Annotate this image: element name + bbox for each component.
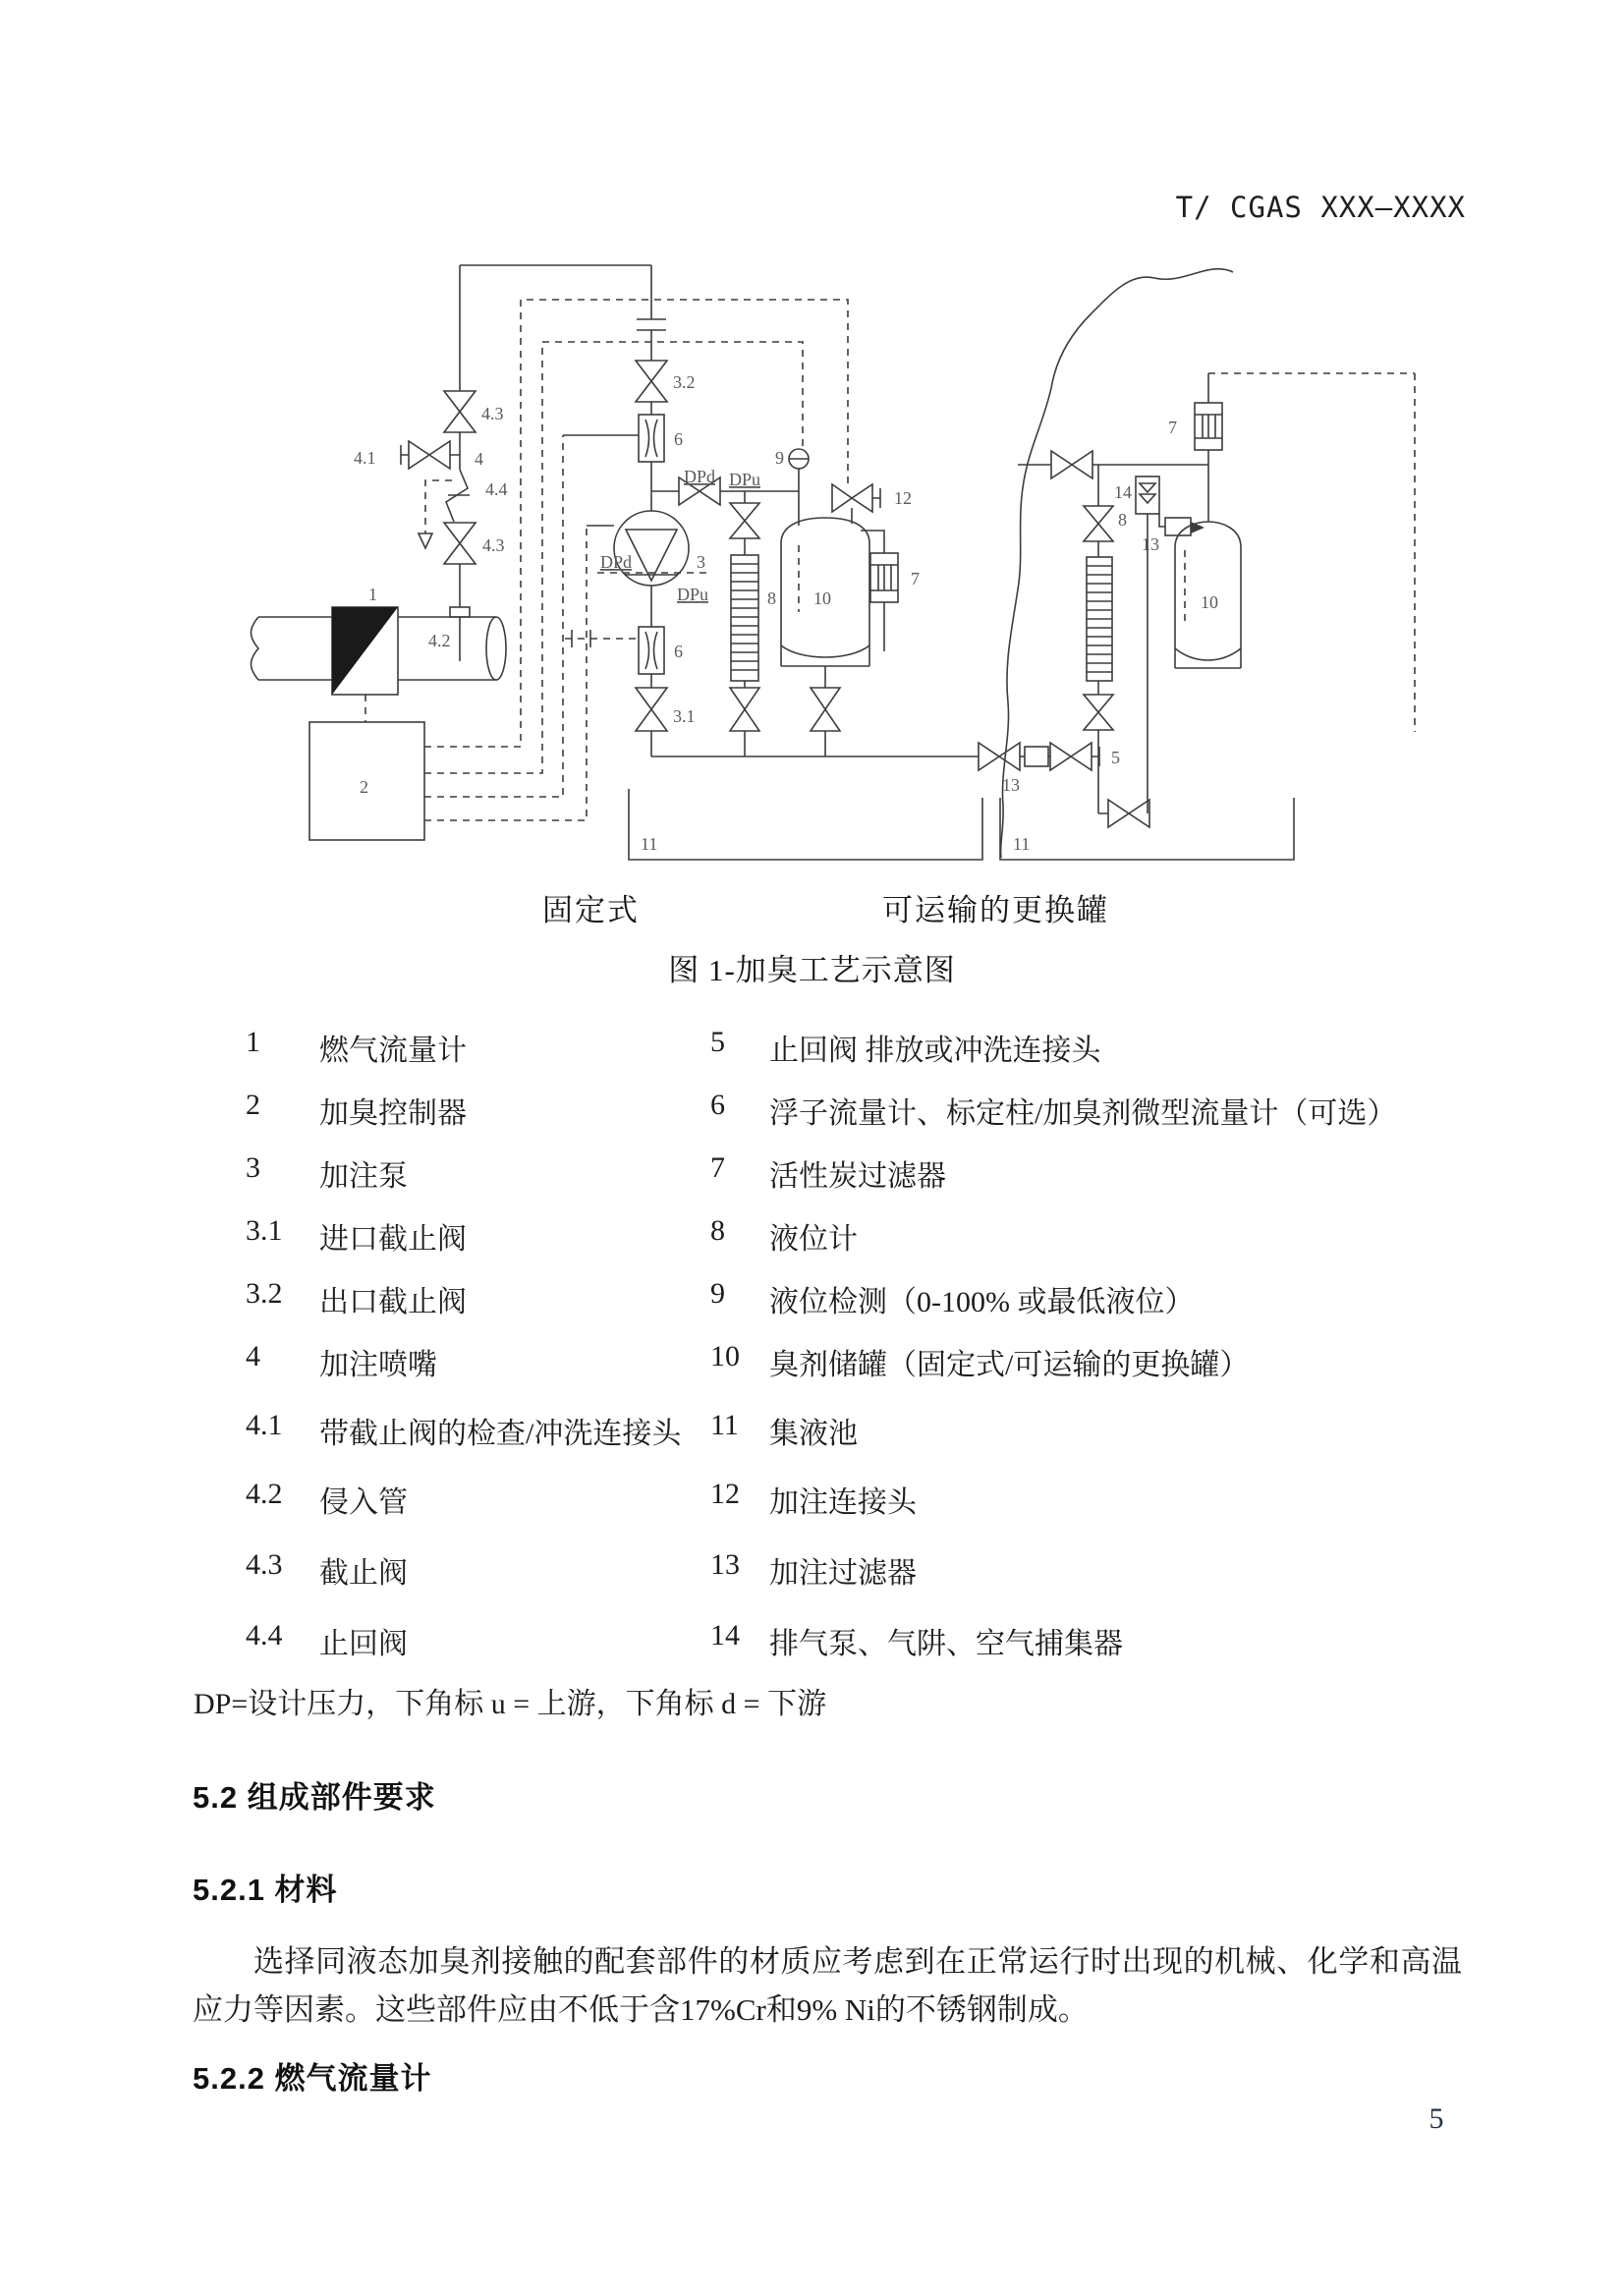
- vent-arrow-icon: [419, 533, 432, 548]
- torn-edge: [1001, 269, 1233, 858]
- svg-text:7: 7: [1168, 418, 1177, 437]
- legend-number: 12: [710, 1478, 740, 1510]
- legend-label: 侵入管: [319, 1486, 408, 1519]
- legend-label: 止回阀 排放或冲洗连接头: [769, 1035, 1101, 1067]
- diagram-labels: [354, 372, 1218, 854]
- legend-label: 进口截止阀: [319, 1223, 467, 1256]
- svg-text:4.2: 4.2: [428, 631, 451, 650]
- legend-label: 活性炭过滤器: [769, 1160, 946, 1193]
- svg-text:DPu: DPu: [729, 470, 761, 489]
- legend-label: 出口截止阀: [319, 1286, 467, 1318]
- legend-number: 10: [710, 1340, 740, 1372]
- carbon-filter-right: [1195, 373, 1415, 732]
- legend-number: 3.1: [246, 1214, 283, 1247]
- legend-label: 浮子流量计、标定柱/加臭剂微型流量计（可选）: [769, 1097, 1397, 1130]
- svg-text:2: 2: [360, 777, 368, 797]
- filling-filter-13-icon: [1025, 747, 1048, 766]
- level-gauge-left: [730, 491, 759, 756]
- sump-left: [629, 789, 982, 860]
- section-5-2-1-paragraph: 选择同液态加臭剂接触的配套部件的材质应考虑到在正常运行时出现的机械、化学和高温应力等因素。这些部件应由不低于含17%Cr和9% Ni的不锈钢制成。: [193, 1944, 1462, 2027]
- svg-text:14: 14: [1114, 482, 1132, 502]
- legend-label: 液位计: [769, 1223, 858, 1256]
- legend-label: 液位检测（0-100% 或最低液位）: [769, 1286, 1195, 1318]
- odorant-tank-fixed: [781, 518, 869, 756]
- legend-number: 3: [246, 1151, 260, 1184]
- svg-text:4.3: 4.3: [482, 535, 505, 555]
- legend-number: 4.4: [246, 1619, 283, 1652]
- section-heading-5-2: 5.2 组成部件要求: [193, 1780, 436, 1815]
- svg-text:10: 10: [1201, 592, 1218, 612]
- svg-text:13: 13: [1142, 534, 1159, 554]
- legend-row: [0, 1151, 1624, 1193]
- legend-row: [0, 1214, 1624, 1256]
- level-gauge-right: [1084, 506, 1149, 827]
- legend-label: 加注泵: [319, 1160, 408, 1193]
- doc-code-header: T/ CGAS XXX—XXXX: [1175, 191, 1466, 224]
- legend-number: 5: [710, 1026, 725, 1058]
- svg-text:13: 13: [1002, 775, 1020, 795]
- legend-label: 加注过滤器: [769, 1557, 917, 1590]
- caption-transportable-tank: 可运输的更换罐: [882, 893, 1109, 927]
- inlet-valve-right: [1018, 451, 1208, 506]
- legend-label: 带截止阀的检查/冲洗连接头: [319, 1418, 682, 1450]
- svg-text:12: 12: [894, 488, 912, 508]
- legend-row: [0, 1340, 1624, 1381]
- dp-note: DP=设计压力，下角标 u = 上游，下角标 d = 下游: [194, 1688, 827, 1720]
- legend-label: 止回阀: [319, 1628, 408, 1660]
- legend-number: 4.1: [246, 1409, 283, 1441]
- svg-text:DPd: DPd: [684, 467, 716, 486]
- section-heading-5-2-2: 5.2.2 燃气流量计: [193, 2061, 432, 2096]
- legend-number: 4.3: [246, 1548, 283, 1581]
- svg-text:4.3: 4.3: [481, 404, 504, 423]
- legend-row: [0, 1619, 1624, 1660]
- valve-4-1-icon: [409, 441, 429, 469]
- section-heading-5-2-1: 5.2.1 材料: [193, 1873, 338, 1907]
- legend-number: 7: [710, 1151, 725, 1184]
- svg-text:6: 6: [674, 642, 683, 661]
- svg-text:5: 5: [1111, 748, 1120, 767]
- svg-text:10: 10: [813, 588, 831, 608]
- svg-text:8: 8: [1118, 510, 1127, 530]
- filling-filter-13-right: [1165, 518, 1204, 535]
- svg-text:11: 11: [641, 834, 658, 854]
- legend-row: [0, 1409, 1624, 1450]
- legend-row: [0, 1026, 1624, 1067]
- odorant-tank-transportable: [1175, 450, 1241, 668]
- float-meter-6b-icon: [639, 627, 664, 674]
- legend-number: 11: [710, 1409, 739, 1441]
- legend-number: 4: [246, 1340, 260, 1372]
- legend-label: 臭剂储罐（固定式/可运输的更换罐）: [769, 1349, 1250, 1381]
- legend-label: 截止阀: [319, 1557, 408, 1590]
- dp-isolation-valve: [651, 477, 799, 505]
- svg-text:1: 1: [368, 585, 377, 604]
- svg-text:11: 11: [1013, 834, 1031, 854]
- legend-label: 加臭控制器: [319, 1097, 467, 1130]
- svg-text:3.1: 3.1: [673, 706, 696, 726]
- page-number: 5: [1428, 2102, 1444, 2135]
- valve-4-3b-icon: [444, 523, 476, 543]
- svg-text:DPu: DPu: [677, 585, 709, 604]
- legend-row: [0, 1277, 1624, 1318]
- figure-title: 图 1-加臭工艺示意图: [668, 953, 956, 987]
- legend-number: 3.2: [246, 1277, 283, 1310]
- valve-4-3a-icon: [444, 391, 476, 412]
- svg-text:9: 9: [775, 448, 784, 468]
- fixed-installation-diagram: [252, 265, 1100, 860]
- level-detection-symbol: [789, 449, 809, 526]
- legend-label: 燃气流量计: [319, 1035, 467, 1067]
- legend-label: 加注喷嘴: [319, 1349, 437, 1381]
- legend-label: 排气泵、气阱、空气捕集器: [769, 1628, 1123, 1660]
- pipe-flange: [450, 607, 470, 617]
- legend-label: 加注连接头: [769, 1486, 917, 1519]
- injection-connection-icon: [637, 265, 666, 361]
- svg-text:3: 3: [697, 552, 705, 572]
- svg-text:7: 7: [911, 569, 920, 588]
- legend-number: 14: [710, 1619, 740, 1652]
- legend-row: [0, 1548, 1624, 1590]
- legend-row: [0, 1478, 1624, 1519]
- odorization-schematic-svg: [226, 241, 1474, 889]
- svg-text:4.1: 4.1: [354, 448, 376, 468]
- caption-fixed-type: 固定式: [542, 893, 640, 927]
- legend-number: 1: [246, 1026, 260, 1058]
- pump-column: [614, 265, 689, 756]
- legend-number: 8: [710, 1214, 725, 1247]
- carbon-filter-left: [861, 531, 898, 651]
- valve-3-1-icon: [636, 688, 667, 709]
- legend-number: 2: [246, 1089, 260, 1121]
- vent-pump-14: [1136, 476, 1165, 813]
- legend-number: 9: [710, 1277, 725, 1310]
- process-diagram: [226, 241, 1474, 889]
- legend-row: [0, 1089, 1624, 1130]
- svg-text:4.4: 4.4: [485, 479, 508, 499]
- drain-line: [651, 743, 1099, 770]
- legend-number: 13: [710, 1548, 740, 1581]
- legend-number: 6: [710, 1089, 725, 1121]
- svg-text:DPd: DPd: [600, 552, 633, 572]
- legend-label: 集液池: [769, 1418, 858, 1450]
- svg-text:6: 6: [674, 429, 683, 449]
- svg-text:8: 8: [767, 588, 776, 608]
- legend-number: 4.2: [246, 1478, 283, 1510]
- valve-3-2-icon: [636, 361, 667, 381]
- svg-text:4: 4: [475, 449, 483, 469]
- injection-nozzle-assembly: [401, 265, 476, 661]
- float-meter-6a-icon: [639, 415, 664, 462]
- svg-text:3.2: 3.2: [673, 372, 696, 392]
- control-signal-lines: [424, 300, 848, 820]
- gas-flow-meter-symbol: [332, 607, 398, 695]
- transportable-tank-diagram: [1000, 269, 1415, 860]
- filling-connection-12: [832, 484, 880, 524]
